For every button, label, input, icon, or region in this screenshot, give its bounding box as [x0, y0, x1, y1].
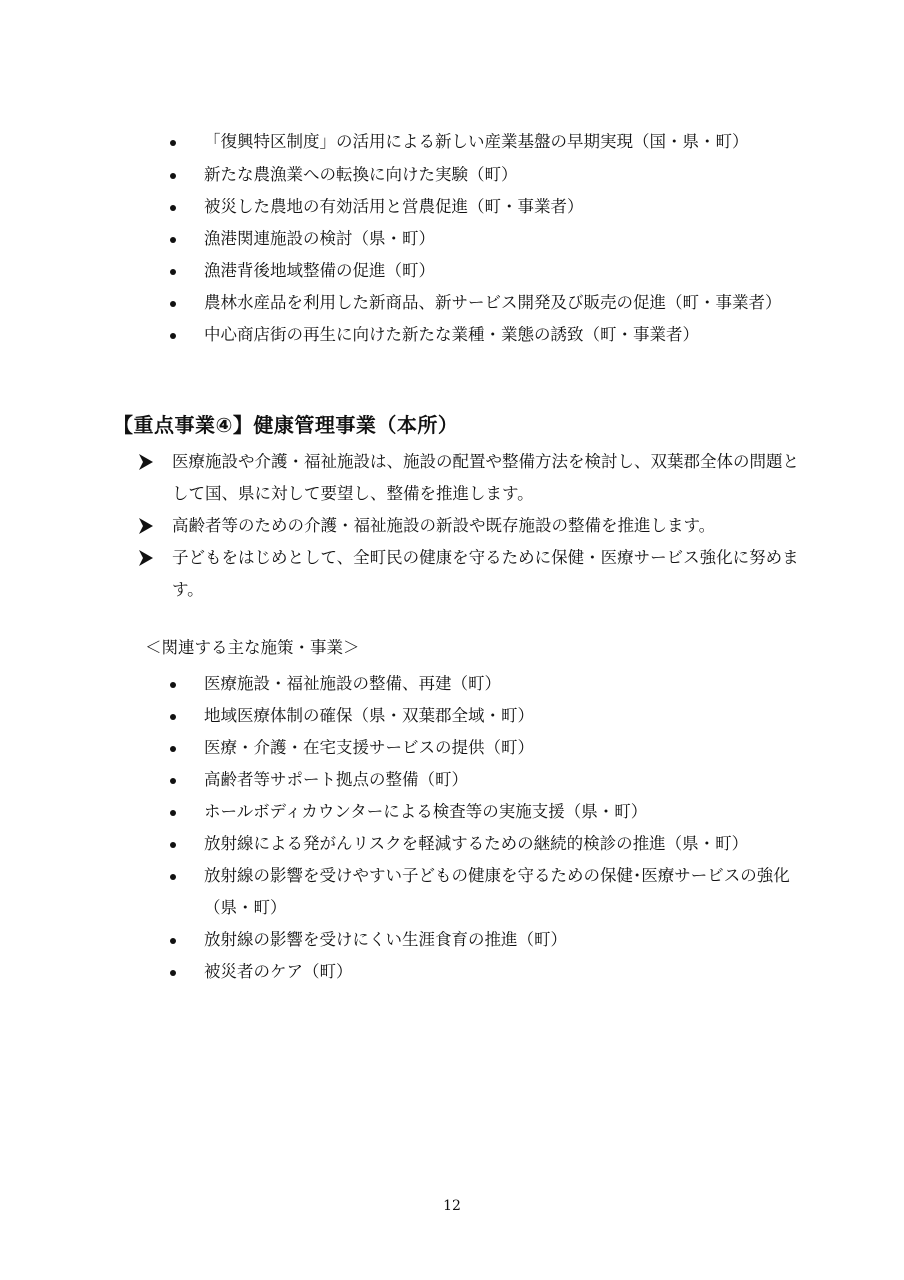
- bullet-dot-icon: [170, 746, 176, 752]
- list-item: [0, 700, 904, 732]
- bullet-dot-icon: [170, 301, 176, 307]
- policy-list: [0, 446, 904, 606]
- list-item: [0, 796, 904, 828]
- list-item: [0, 159, 904, 191]
- bullet-dot-icon: [170, 237, 176, 243]
- list-item-text: 漁港背後地域整備の促進（町）: [204, 261, 435, 280]
- bullet-dot-icon: [170, 140, 176, 146]
- list-item-text: 漁港関連施設の検討（県・町）: [204, 229, 435, 248]
- list-item: [0, 510, 904, 542]
- list-item-text: 中心商店街の再生に向けた新たな業種・業態の誘致（町・事業者）: [204, 325, 699, 344]
- list-item-text: 医療施設や介護・福祉施設は、施設の配置や整備方法を検討し、双葉郡全体の問題として国、県に対して要望し、整備を推進します。: [172, 452, 799, 503]
- list-item-text: 高齢者等サポート拠点の整備（町）: [204, 770, 468, 789]
- page-number: 12: [443, 1198, 461, 1214]
- list-item: [0, 732, 904, 764]
- list-item-text: 新たな農漁業への転換に向けた実験（町）: [204, 165, 518, 184]
- measures-list-top: [0, 126, 904, 351]
- list-item: [0, 126, 904, 159]
- bullet-dot-icon: [170, 778, 176, 784]
- list-item: [0, 542, 904, 606]
- list-item: [0, 255, 904, 287]
- list-item: [0, 764, 904, 796]
- bullet-dot-icon: [170, 714, 176, 720]
- list-item: [0, 860, 904, 924]
- list-item: [0, 956, 904, 988]
- bullet-dot-icon: [170, 842, 176, 848]
- list-item-text: 地域医療体制の確保（県・双葉郡全域・町）: [204, 706, 534, 725]
- list-item-text: ホールボディカウンターによる検査等の実施支援（県・町）: [204, 802, 648, 821]
- list-item-text: 被災した農地の有効活用と営農促進（町・事業者）: [204, 197, 584, 216]
- list-item-text: 子どもをはじめとして、全町民の健康を守るために保健・医療サービス強化に努めます。: [172, 548, 799, 599]
- list-item-text: 放射線による発がんリスクを軽減するための継続的検診の推進（県・町）: [204, 834, 749, 853]
- list-item: [0, 287, 904, 319]
- bullet-dot-icon: [170, 938, 176, 944]
- bullet-dot-icon: [170, 269, 176, 275]
- list-item: [0, 319, 904, 351]
- list-item-text: 被災者のケア（町）: [204, 962, 353, 981]
- list-item-text: 医療・介護・在宅支援サービスの提供（町）: [204, 738, 534, 757]
- arrowhead-bullet-icon: [138, 453, 154, 471]
- bullet-dot-icon: [170, 173, 176, 179]
- related-measures-heading: ＜関連する主な施策・事業＞: [145, 638, 360, 657]
- bullet-dot-icon: [170, 333, 176, 339]
- bullet-dot-icon: [170, 970, 176, 976]
- list-item-text: 農林水産品を利用した新商品、新サービス開発及び販売の促進（町・事業者）: [204, 293, 782, 312]
- arrowhead-bullet-icon: [138, 517, 154, 535]
- bullet-dot-icon: [170, 205, 176, 211]
- bullet-dot-icon: [170, 874, 176, 880]
- list-item: [0, 191, 904, 223]
- list-item: [0, 223, 904, 255]
- section-heading: 【重点事業④】健康管理事業（本所）: [113, 413, 459, 437]
- list-item-text: 放射線の影響を受けやすい子どもの健康を守るための保健･医療サービスの強化（県・町）: [204, 866, 790, 917]
- measures-list-bottom: [0, 668, 904, 988]
- list-item-text: 医療施設・福祉施設の整備、再建（町）: [204, 674, 501, 693]
- list-item: [0, 828, 904, 860]
- list-item: [0, 668, 904, 700]
- list-item: [0, 446, 904, 510]
- bullet-dot-icon: [170, 810, 176, 816]
- arrowhead-bullet-icon: [138, 549, 154, 567]
- bullet-dot-icon: [170, 682, 176, 688]
- list-item-text: 「復興特区制度」の活用による新しい産業基盤の早期実現（国・県・町）: [204, 132, 749, 151]
- list-item: [0, 924, 904, 956]
- list-item-text: 放射線の影響を受けにくい生涯食育の推進（町）: [204, 930, 567, 949]
- list-item-text: 高齢者等のための介護・福祉施設の新設や既存施設の整備を推進します。: [172, 516, 716, 535]
